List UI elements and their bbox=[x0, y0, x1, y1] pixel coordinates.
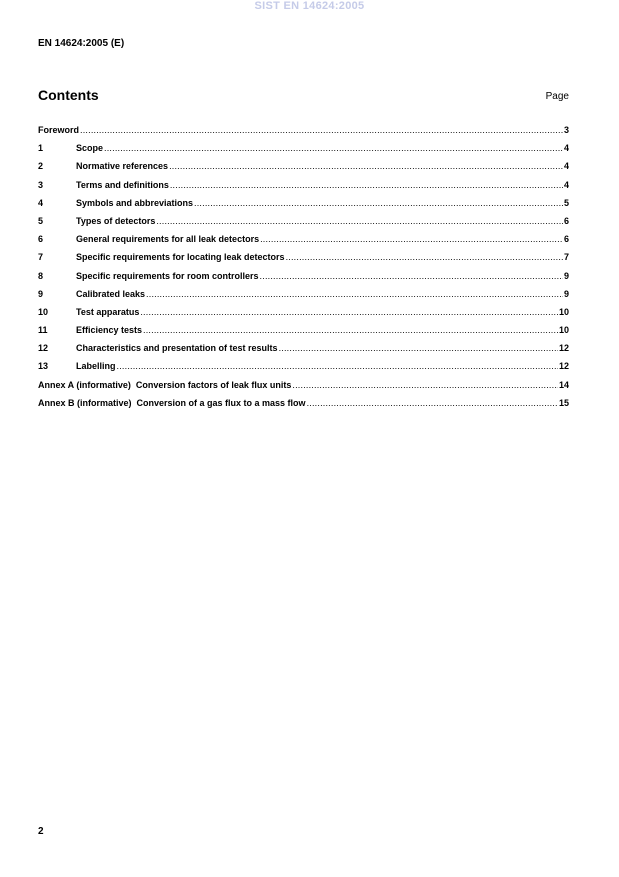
toc-entry-number: 10 bbox=[38, 306, 49, 317]
toc-entry-normative-references[interactable] bbox=[38, 161, 569, 179]
toc-entry-title: Normative references bbox=[76, 161, 169, 172]
toc-entry-title: Specific requirements for room controllers bbox=[76, 270, 259, 281]
toc-entry-number: 12 bbox=[38, 343, 49, 354]
toc-entry-page: 4 bbox=[563, 143, 569, 154]
toc-entry-title: Types of detectors bbox=[76, 215, 156, 226]
watermark: SIST EN 14624:2005 bbox=[254, 0, 365, 12]
toc-entry-page: 4 bbox=[563, 161, 569, 172]
toc-entry-title: Characteristics and presentation of test results bbox=[76, 343, 278, 354]
toc-entry-symbols-and-abbreviations[interactable] bbox=[38, 198, 569, 216]
page-column-label: Page bbox=[545, 91, 569, 102]
toc-dot-leader bbox=[169, 161, 563, 171]
toc-dot-leader bbox=[292, 380, 558, 390]
toc-dot-leader bbox=[260, 271, 563, 281]
toc-dot-leader bbox=[307, 398, 558, 408]
toc-entry-page: 14 bbox=[558, 379, 569, 390]
toc-entry-efficiency-tests[interactable] bbox=[38, 325, 569, 343]
toc-entry-scope[interactable] bbox=[38, 143, 569, 161]
toc-entry-page: 10 bbox=[558, 325, 569, 336]
toc-entry-types-of-detectors[interactable] bbox=[38, 216, 569, 234]
toc-entry-page: 15 bbox=[558, 397, 569, 408]
toc-entry-number: 2 bbox=[38, 161, 44, 172]
toc-entry-number: 11 bbox=[38, 325, 48, 336]
toc-entry-room-controllers[interactable] bbox=[38, 271, 569, 289]
toc-entry-title: Annex A (informative) Conversion factors of leak flux units bbox=[38, 379, 292, 390]
toc-entry-page: 9 bbox=[563, 270, 569, 281]
toc-entry-number: 5 bbox=[38, 215, 44, 226]
toc-entry-title: Annex B (informative) Conversion of a gas flux to a mass flow bbox=[38, 397, 306, 408]
toc-entry-title: Symbols and abbreviations bbox=[76, 197, 194, 208]
toc-entry-number: 3 bbox=[38, 179, 44, 190]
page-number: 2 bbox=[38, 826, 44, 837]
toc-entry-page: 3 bbox=[563, 125, 569, 135]
toc-entry-number: 8 bbox=[38, 270, 44, 281]
toc-entry-title: Test apparatus bbox=[76, 306, 140, 317]
toc-entry-test-results[interactable] bbox=[38, 343, 569, 361]
toc-entry-annex-b[interactable] bbox=[38, 398, 569, 416]
contents-heading: Contents bbox=[38, 87, 99, 103]
toc-dot-leader bbox=[80, 125, 563, 135]
toc-entry-labelling[interactable] bbox=[38, 361, 569, 379]
toc-entry-test-apparatus[interactable] bbox=[38, 307, 569, 325]
toc-entry-calibrated-leaks[interactable] bbox=[38, 289, 569, 307]
toc-dot-leader bbox=[286, 252, 563, 262]
toc-entry-terms-and-definitions[interactable] bbox=[38, 180, 569, 198]
toc-entry-title: Scope bbox=[76, 143, 104, 154]
toc-dot-leader bbox=[156, 216, 563, 226]
toc-entry-title: Labelling bbox=[76, 361, 116, 372]
toc-dot-leader bbox=[260, 234, 563, 244]
toc-entry-number: 6 bbox=[38, 234, 44, 245]
toc-entry-page: 4 bbox=[563, 179, 569, 190]
toc-entry-title: Efficiency tests bbox=[76, 325, 143, 336]
toc-entry-page: 7 bbox=[563, 252, 569, 263]
toc-entry-title: General requirements for all leak detectors bbox=[76, 234, 260, 245]
toc-dot-leader bbox=[104, 143, 563, 153]
toc-entry-general-requirements[interactable] bbox=[38, 234, 569, 252]
toc-entry-page: 12 bbox=[558, 361, 569, 372]
toc-dot-leader bbox=[146, 289, 563, 299]
toc-entry-number: 1 bbox=[38, 143, 44, 154]
toc-entry-locating-leak-detectors[interactable] bbox=[38, 252, 569, 270]
toc-dot-leader bbox=[170, 180, 563, 190]
toc-entry-page: 12 bbox=[558, 343, 569, 354]
toc-entry-number: 13 bbox=[38, 361, 49, 372]
toc-dot-leader bbox=[117, 361, 558, 371]
toc-dot-leader bbox=[194, 198, 563, 208]
toc-entry-page: 9 bbox=[563, 288, 569, 299]
toc-entry-title: Specific requirements for locating leak detectors bbox=[76, 252, 285, 263]
toc-entry-page: 5 bbox=[563, 197, 569, 208]
toc-entry-title: Foreword bbox=[38, 125, 80, 135]
toc-entry-page: 6 bbox=[563, 234, 569, 245]
toc-entry-number: 9 bbox=[38, 288, 44, 299]
toc-entry-number: 7 bbox=[38, 252, 44, 263]
toc-entry-title: Calibrated leaks bbox=[76, 288, 146, 299]
toc-dot-leader bbox=[279, 343, 558, 353]
toc-entry-page: 10 bbox=[558, 306, 569, 317]
toc-entry-title: Terms and definitions bbox=[76, 179, 169, 190]
toc-entry-number: 4 bbox=[38, 197, 44, 208]
toc-entry-annex-a[interactable] bbox=[38, 380, 569, 398]
toc-dot-leader bbox=[143, 325, 558, 335]
document-id: EN 14624:2005 (E) bbox=[38, 38, 125, 49]
toc-dot-leader bbox=[140, 307, 558, 317]
toc-entry-foreword[interactable] bbox=[38, 125, 569, 143]
toc-entry-page: 6 bbox=[563, 215, 569, 226]
table-of-contents bbox=[38, 125, 569, 416]
